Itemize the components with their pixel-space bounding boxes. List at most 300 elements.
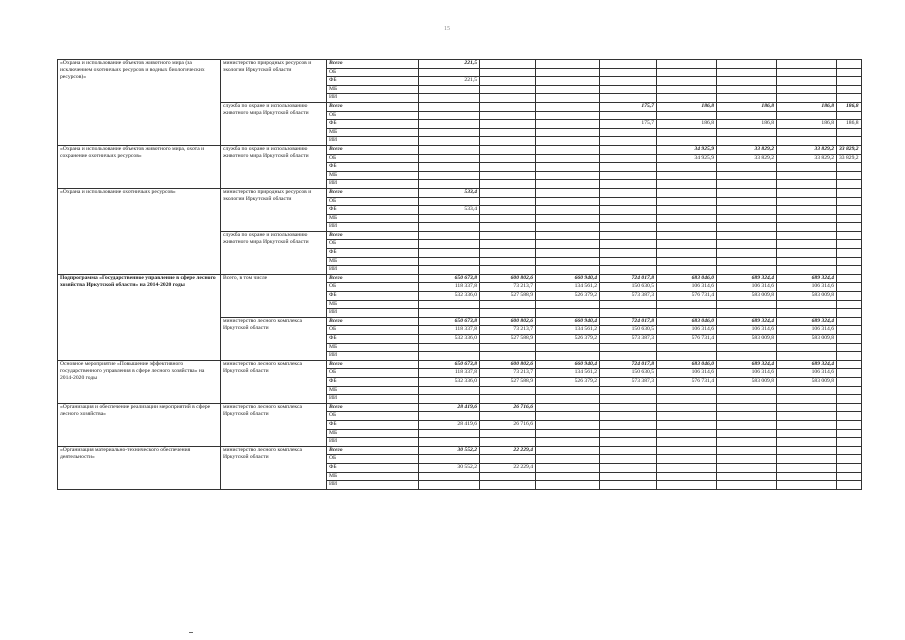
value-cell: 689 324,4 — [777, 317, 837, 326]
value-cell — [837, 274, 862, 283]
value-cell — [480, 206, 536, 215]
value-cell: 689 324,4 — [777, 274, 837, 283]
value-cell: 175,7 — [600, 102, 657, 111]
value-cell: 221,5 — [419, 77, 480, 86]
value-cell — [536, 223, 600, 232]
value-cell — [536, 257, 600, 266]
funding-source: Всего — [327, 188, 419, 197]
value-cell — [600, 403, 657, 412]
value-cell — [777, 429, 837, 438]
value-cell — [419, 223, 480, 232]
value-cell — [536, 102, 600, 111]
value-cell — [837, 386, 862, 395]
value-cell — [777, 240, 837, 249]
value-cell: 186,8 — [657, 120, 717, 129]
value-cell — [717, 472, 777, 481]
value-cell: 26 716,6 — [480, 420, 536, 429]
value-cell: 186,8 — [717, 102, 777, 111]
responsible-executor: министерство лесного комплекса Иркутской области — [221, 446, 327, 489]
value-cell — [837, 377, 862, 386]
value-cell — [657, 429, 717, 438]
value-cell — [600, 111, 657, 120]
value-cell — [600, 472, 657, 481]
value-cell: 106 314,6 — [717, 369, 777, 378]
value-cell — [419, 481, 480, 490]
value-cell — [777, 446, 837, 455]
value-cell — [657, 257, 717, 266]
value-cell — [657, 412, 717, 421]
value-cell: 532 336,0 — [419, 335, 480, 344]
value-cell — [837, 85, 862, 94]
value-cell — [536, 395, 600, 404]
funding-source: ФБ — [327, 249, 419, 258]
value-cell: 689 324,4 — [717, 360, 777, 369]
value-cell — [480, 386, 536, 395]
value-cell: 683 046,0 — [657, 317, 717, 326]
value-cell — [419, 120, 480, 129]
funding-source: Всего — [327, 446, 419, 455]
value-cell: 527 588,9 — [480, 292, 536, 301]
value-cell — [419, 438, 480, 447]
value-cell — [837, 420, 862, 429]
value-cell — [480, 481, 536, 490]
value-cell — [480, 102, 536, 111]
value-cell — [480, 85, 536, 94]
value-cell: 73 213,7 — [480, 326, 536, 335]
funding-source: ИИ — [327, 309, 419, 318]
value-cell — [717, 343, 777, 352]
value-cell — [419, 455, 480, 464]
value-cell — [600, 154, 657, 163]
value-cell — [717, 352, 777, 361]
value-cell — [600, 446, 657, 455]
value-cell — [777, 68, 837, 77]
value-cell: 221,5 — [419, 60, 480, 69]
funding-source: МБ — [327, 300, 419, 309]
value-cell: 106 314,6 — [717, 326, 777, 335]
value-cell: 34 925,9 — [657, 145, 717, 154]
value-cell — [480, 223, 536, 232]
value-cell: 526 379,2 — [536, 335, 600, 344]
activity-description: «Организация и обеспечение реализации мероприятий в сфере лесного хозяйства» — [58, 403, 221, 446]
value-cell: 186,8 — [717, 120, 777, 129]
value-cell — [480, 77, 536, 86]
value-cell — [536, 455, 600, 464]
value-cell — [480, 188, 536, 197]
value-cell — [480, 266, 536, 275]
value-cell — [777, 77, 837, 86]
responsible-executor: министерство лесного комплекса Иркутской области — [221, 360, 327, 403]
value-cell — [657, 197, 717, 206]
value-cell — [657, 403, 717, 412]
value-cell — [600, 429, 657, 438]
value-cell — [657, 343, 717, 352]
funding-source: МБ — [327, 472, 419, 481]
funding-source: МБ — [327, 429, 419, 438]
funding-source: МБ — [327, 128, 419, 137]
value-cell — [777, 455, 837, 464]
value-cell — [600, 188, 657, 197]
value-cell — [837, 335, 862, 344]
value-cell: 533,4 — [419, 188, 480, 197]
value-cell — [480, 472, 536, 481]
value-cell — [657, 85, 717, 94]
value-cell — [657, 128, 717, 137]
value-cell — [657, 231, 717, 240]
value-cell — [600, 257, 657, 266]
value-cell — [480, 249, 536, 258]
value-cell: 576 731,4 — [657, 292, 717, 301]
value-cell: 150 630,5 — [600, 283, 657, 292]
value-cell — [480, 343, 536, 352]
value-cell — [717, 386, 777, 395]
value-cell: 660 940,4 — [536, 360, 600, 369]
value-cell: 576 731,4 — [657, 377, 717, 386]
funding-source: ОБ — [327, 283, 419, 292]
value-cell — [837, 111, 862, 120]
value-cell: 683 046,0 — [657, 360, 717, 369]
value-cell — [600, 463, 657, 472]
value-cell — [657, 455, 717, 464]
value-cell — [536, 231, 600, 240]
value-cell: 26 716,6 — [480, 403, 536, 412]
value-cell — [536, 77, 600, 86]
funding-source: ИИ — [327, 481, 419, 490]
value-cell — [536, 446, 600, 455]
value-cell: 118 337,8 — [419, 283, 480, 292]
value-cell — [717, 180, 777, 189]
value-cell — [777, 163, 837, 172]
value-cell — [837, 283, 862, 292]
value-cell — [657, 188, 717, 197]
funding-source: Всего — [327, 317, 419, 326]
value-cell: 33 829,2 — [837, 145, 862, 154]
funding-source: ОБ — [327, 369, 419, 378]
value-cell — [777, 403, 837, 412]
value-cell — [600, 395, 657, 404]
responsible-executor: министерство лесного комплекса Иркутской области — [221, 403, 327, 446]
value-cell: 33 829,2 — [837, 154, 862, 163]
value-cell — [600, 343, 657, 352]
value-cell — [419, 395, 480, 404]
value-cell — [657, 438, 717, 447]
value-cell — [419, 102, 480, 111]
funding-source: ИИ — [327, 438, 419, 447]
value-cell — [717, 94, 777, 103]
value-cell — [657, 481, 717, 490]
value-cell — [536, 249, 600, 258]
value-cell — [536, 85, 600, 94]
value-cell: 22 229,4 — [480, 446, 536, 455]
value-cell — [536, 352, 600, 361]
value-cell: 73 213,7 — [480, 283, 536, 292]
value-cell — [777, 343, 837, 352]
value-cell — [480, 171, 536, 180]
value-cell — [777, 249, 837, 258]
value-cell — [600, 249, 657, 258]
value-cell: 583 009,8 — [777, 292, 837, 301]
value-cell — [717, 171, 777, 180]
value-cell — [717, 309, 777, 318]
value-cell — [777, 94, 837, 103]
value-cell — [837, 343, 862, 352]
value-cell — [717, 223, 777, 232]
value-cell: 660 940,4 — [536, 274, 600, 283]
value-cell — [777, 472, 837, 481]
value-cell: 118 337,8 — [419, 369, 480, 378]
funding-source: ИИ — [327, 180, 419, 189]
value-cell: 28 419,6 — [419, 403, 480, 412]
value-cell — [536, 266, 600, 275]
value-cell — [600, 223, 657, 232]
value-cell — [837, 128, 862, 137]
value-cell — [837, 77, 862, 86]
value-cell — [837, 429, 862, 438]
value-cell — [536, 300, 600, 309]
value-cell: 106 314,6 — [657, 326, 717, 335]
value-cell — [657, 77, 717, 86]
funding-source: ФБ — [327, 163, 419, 172]
funding-source: Всего — [327, 145, 419, 154]
value-cell — [657, 68, 717, 77]
value-cell — [837, 395, 862, 404]
value-cell — [536, 438, 600, 447]
value-cell — [837, 352, 862, 361]
value-cell — [480, 309, 536, 318]
table-row — [58, 145, 862, 154]
value-cell — [717, 231, 777, 240]
value-cell: 600 802,6 — [480, 360, 536, 369]
value-cell — [717, 249, 777, 258]
value-cell — [657, 180, 717, 189]
value-cell — [536, 128, 600, 137]
responsible-executor: служба по охране и использованию животного мира Иркутской области — [221, 102, 327, 145]
value-cell — [536, 60, 600, 69]
value-cell — [419, 429, 480, 438]
value-cell — [777, 231, 837, 240]
value-cell — [536, 68, 600, 77]
value-cell — [480, 197, 536, 206]
value-cell — [777, 395, 837, 404]
funding-source: Всего — [327, 274, 419, 283]
value-cell — [419, 137, 480, 146]
value-cell — [717, 395, 777, 404]
value-cell — [657, 163, 717, 172]
value-cell — [419, 386, 480, 395]
value-cell — [837, 214, 862, 223]
value-cell — [480, 137, 536, 146]
value-cell — [837, 137, 862, 146]
value-cell — [777, 128, 837, 137]
funding-source: ИИ — [327, 352, 419, 361]
funding-source: Всего — [327, 360, 419, 369]
value-cell — [837, 180, 862, 189]
responsible-executor: служба по охране и использованию животного мира Иркутской области — [221, 145, 327, 188]
value-cell: 526 379,2 — [536, 292, 600, 301]
funding-source: ФБ — [327, 292, 419, 301]
value-cell: 689 324,4 — [777, 360, 837, 369]
value-cell — [600, 197, 657, 206]
value-cell — [536, 197, 600, 206]
value-cell: 106 314,6 — [777, 283, 837, 292]
value-cell — [837, 266, 862, 275]
value-cell — [717, 137, 777, 146]
funding-source: ИИ — [327, 395, 419, 404]
value-cell — [600, 128, 657, 137]
value-cell — [600, 60, 657, 69]
value-cell — [717, 266, 777, 275]
value-cell — [657, 60, 717, 69]
value-cell: 600 802,6 — [480, 274, 536, 283]
value-cell — [600, 266, 657, 275]
funding-source: ИИ — [327, 94, 419, 103]
page-number: 15 — [444, 26, 450, 32]
value-cell: 573 387,3 — [600, 377, 657, 386]
value-cell — [777, 309, 837, 318]
value-cell — [657, 300, 717, 309]
value-cell: 532 336,0 — [419, 292, 480, 301]
responsible-executor: министерство лесного комплекса Иркутской области — [221, 317, 327, 360]
value-cell — [600, 214, 657, 223]
value-cell: 106 314,6 — [657, 369, 717, 378]
value-cell — [480, 214, 536, 223]
value-cell — [536, 429, 600, 438]
value-cell — [657, 111, 717, 120]
value-cell — [837, 300, 862, 309]
value-cell — [777, 300, 837, 309]
value-cell: 532 336,0 — [419, 377, 480, 386]
value-cell — [600, 240, 657, 249]
activity-description: «Охрана и использование охотничьих ресурсов» — [58, 188, 221, 274]
value-cell — [657, 137, 717, 146]
value-cell — [657, 309, 717, 318]
funding-source: ФБ — [327, 206, 419, 215]
value-cell — [419, 154, 480, 163]
value-cell: 527 588,9 — [480, 335, 536, 344]
value-cell: 689 324,4 — [717, 274, 777, 283]
value-cell — [536, 206, 600, 215]
value-cell — [536, 412, 600, 421]
value-cell — [536, 214, 600, 223]
value-cell: 186,8 — [777, 120, 837, 129]
activity-description: «Охрана и использование объектов животного мира, охота и сохранение охотничьих ресурсов» — [58, 145, 221, 188]
funding-source: ОБ — [327, 326, 419, 335]
value-cell — [837, 68, 862, 77]
value-cell: 118 337,8 — [419, 326, 480, 335]
value-cell: 150 630,5 — [600, 326, 657, 335]
value-cell — [419, 249, 480, 258]
value-cell — [600, 145, 657, 154]
budget-table — [57, 59, 862, 490]
value-cell: 660 940,4 — [536, 317, 600, 326]
value-cell — [419, 352, 480, 361]
funding-source: ОБ — [327, 455, 419, 464]
value-cell — [717, 240, 777, 249]
value-cell: 106 314,6 — [657, 283, 717, 292]
value-cell: 186,8 — [837, 120, 862, 129]
value-cell: 30 552,2 — [419, 463, 480, 472]
value-cell — [480, 231, 536, 240]
activity-description: Основное мероприятие «Повышение эффективного государственного управления в сфере лесного хозяйства» на 2014-2020 годы — [58, 360, 221, 403]
funding-source: ИИ — [327, 223, 419, 232]
value-cell — [837, 472, 862, 481]
funding-source: Всего — [327, 231, 419, 240]
value-cell: 106 314,6 — [777, 326, 837, 335]
value-cell: 186,8 — [657, 102, 717, 111]
value-cell: 33 829,2 — [777, 154, 837, 163]
value-cell — [777, 463, 837, 472]
value-cell — [717, 111, 777, 120]
value-cell: 689 324,4 — [717, 317, 777, 326]
value-cell: 583 009,8 — [717, 335, 777, 344]
activity-description: Подпрограмма «Государственное управление в сфере лесного хозяйства Иркутской области» на 2014-2020 годы — [58, 274, 221, 360]
funding-source: Всего — [327, 403, 419, 412]
value-cell — [419, 180, 480, 189]
value-cell — [717, 77, 777, 86]
value-cell — [657, 94, 717, 103]
value-cell — [717, 68, 777, 77]
value-cell — [777, 171, 837, 180]
funding-source: МБ — [327, 171, 419, 180]
funding-source: МБ — [327, 85, 419, 94]
value-cell — [837, 206, 862, 215]
value-cell — [717, 438, 777, 447]
value-cell — [837, 249, 862, 258]
value-cell — [536, 94, 600, 103]
value-cell — [717, 257, 777, 266]
value-cell — [837, 317, 862, 326]
value-cell — [837, 257, 862, 266]
value-cell — [837, 369, 862, 378]
value-cell: 583 009,8 — [717, 292, 777, 301]
value-cell — [419, 343, 480, 352]
value-cell — [717, 128, 777, 137]
value-cell — [600, 352, 657, 361]
value-cell — [657, 171, 717, 180]
value-cell — [837, 240, 862, 249]
value-cell — [657, 240, 717, 249]
value-cell — [480, 111, 536, 120]
value-cell — [480, 180, 536, 189]
value-cell — [536, 163, 600, 172]
value-cell — [657, 249, 717, 258]
activity-description: «Организация материально-технического обеспечения деятельности» — [58, 446, 221, 489]
value-cell: 134 561,2 — [536, 326, 600, 335]
value-cell — [657, 223, 717, 232]
value-cell — [600, 180, 657, 189]
value-cell: 28 419,6 — [419, 420, 480, 429]
value-cell — [777, 481, 837, 490]
value-cell: 150 630,5 — [600, 369, 657, 378]
value-cell — [837, 403, 862, 412]
funding-source: ФБ — [327, 335, 419, 344]
value-cell: 583 009,8 — [777, 335, 837, 344]
value-cell: 650 673,8 — [419, 360, 480, 369]
value-cell — [777, 188, 837, 197]
funding-source: МБ — [327, 257, 419, 266]
value-cell — [600, 412, 657, 421]
funding-source: МБ — [327, 343, 419, 352]
value-cell: 22 229,4 — [480, 463, 536, 472]
value-cell — [536, 309, 600, 318]
value-cell — [600, 171, 657, 180]
value-cell — [600, 163, 657, 172]
value-cell — [419, 171, 480, 180]
funding-source: ФБ — [327, 120, 419, 129]
value-cell — [777, 257, 837, 266]
value-cell — [480, 395, 536, 404]
value-cell — [717, 85, 777, 94]
